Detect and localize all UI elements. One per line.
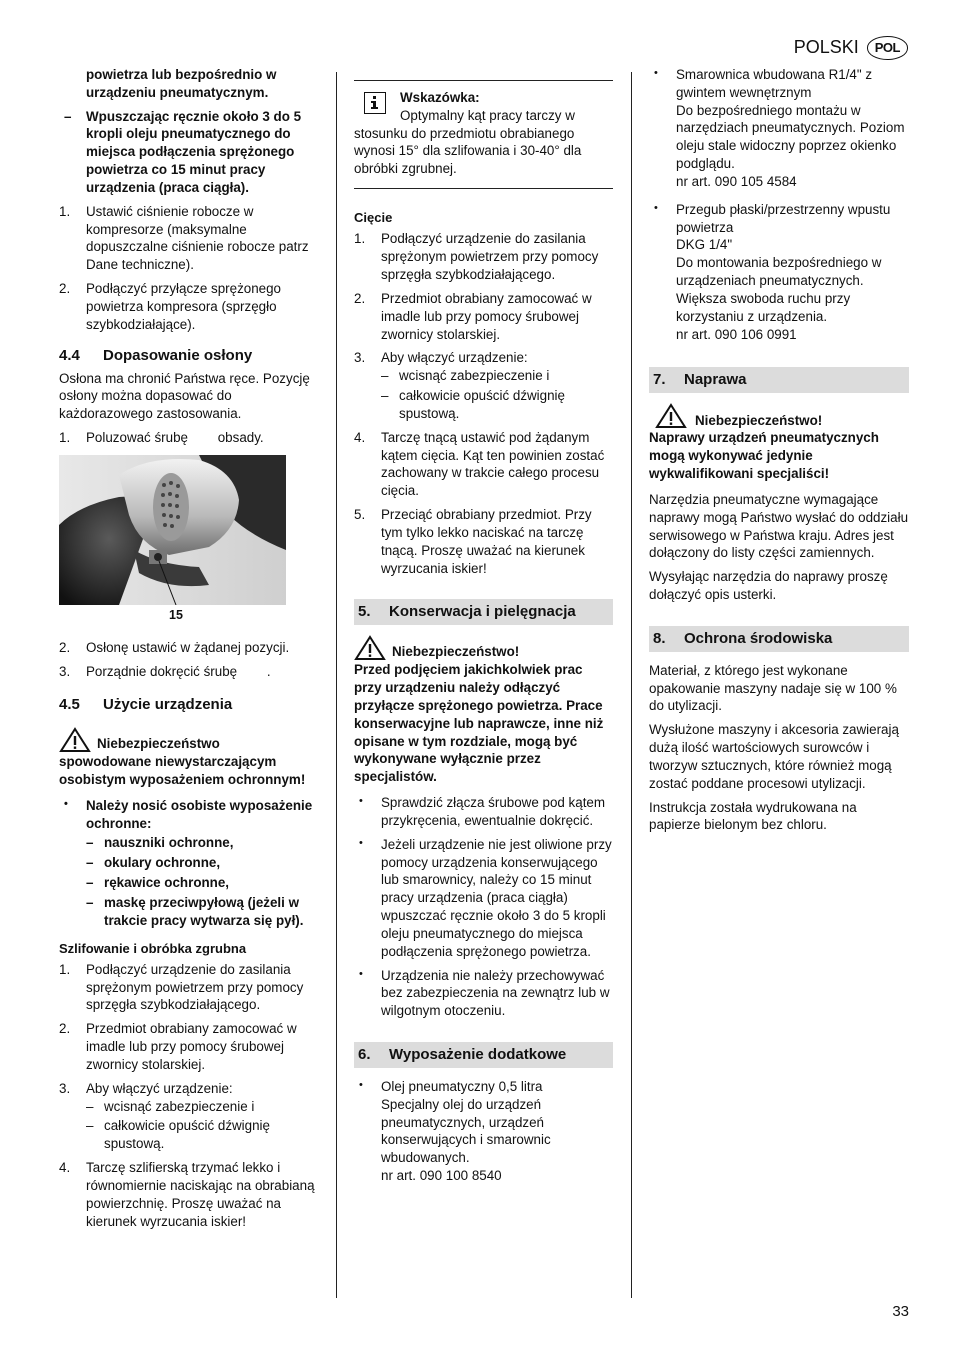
section-heading-4-4: 4.4 Dopasowanie osłony bbox=[59, 346, 253, 364]
warning-heading: Niebezpieczeństwo bbox=[59, 727, 317, 753]
list-item: – okulary ochronne, bbox=[86, 855, 221, 871]
list-item: • Smarownica wbudowana R1/4" z gwintem wewnętrznym Do bezpośredniego montażu w narzędziach pneumatycznych. Poziom oleju stale widoczny poprzez okienko podglądu. nr art. 090 105 4584 bbox=[654, 67, 905, 189]
warning-triangle-icon bbox=[354, 635, 386, 661]
info-icon bbox=[364, 92, 386, 114]
list-item: 2. Podłączyć przyłącze sprężonego powietrza kompresora (sprzęgło szybkodziałające). bbox=[59, 281, 282, 332]
column-3 bbox=[649, 66, 909, 840]
list-item: 3. Aby włączyć urządzenie: – wcisnąć zabezpieczenie i – całkowicie opuścić dźwignię spustową. bbox=[59, 1080, 317, 1153]
sub-list bbox=[381, 367, 613, 422]
steps-list bbox=[59, 203, 317, 334]
subsection-heading: Szlifowanie i obróbka zgrubna bbox=[59, 940, 247, 956]
list-item: • Jeżeli urządzenie nie jest oliwione przy pomocy urządzenia konserwującego lub smarownicy, należy co 15 minut pracy urządzenia (praca ciągła) wpuszczać ręcznie około 3 do 5 kropli oleju pneumatycznego do miejsca podłączenia sprężonego powietrza. bbox=[359, 836, 612, 959]
steps-list bbox=[59, 429, 317, 447]
list-item: 5. Przeciąć obrabiany przedmiot. Przy tym tylko lekko naciskać na tarczę tnącą. Proszę uważać na kierunek wyrzucania iskier! bbox=[354, 507, 592, 576]
dash-list bbox=[59, 108, 317, 197]
note-text: Optymalny kąt pracy tarczy w stosunku do przedmiotu obrabianego wynosi 15° dla szlifowania i 30-40° dla obróbki zgrubnej. bbox=[354, 107, 582, 177]
paragraph: Wysyłając narzędzia do naprawy proszę dołączyć opis usterki. bbox=[649, 569, 888, 602]
column-1 bbox=[59, 66, 317, 1236]
list-item: 2. Przedmiot obrabiany zamocować w imadle lub przy pomocy śrubowej zwornicy stolarskiej. bbox=[354, 290, 592, 342]
ppe-list bbox=[86, 834, 317, 929]
list-item: 1. Podłączyć urządzenie do zasilania sprężonym powietrzem przy pomocy sprzęgła szybkodziałającego. bbox=[354, 231, 599, 283]
list-item: 2. Przedmiot obrabiany zamocować w imadle lub przy pomocy śrubowej zwornicy stolarskiej. bbox=[59, 1021, 297, 1072]
accessory-list bbox=[354, 1078, 613, 1185]
list-item: – całkowicie opuścić dźwignię spustową. bbox=[381, 388, 565, 421]
list-item: – całkowicie opuścić dźwignię spustową. bbox=[86, 1118, 270, 1152]
list-item: 4. Tarczę szlifierską trzymać lekko i równomiernie naciskając na obrabianą powierzchnię. Proszę uważać na kierunek wyrzucania iskier! bbox=[59, 1160, 315, 1229]
bullet-list bbox=[354, 794, 613, 1020]
column-divider bbox=[631, 72, 632, 1298]
paragraph: Wysłużone maszyny i akcesoria zawierają dużą ilość wartościowych surowców i tworzyw sztucznych, które również mogą zostać poddane procesowi utylizacji. bbox=[649, 722, 899, 791]
list-item: 3. Porządnie dokręcić śrubę . bbox=[59, 664, 271, 680]
language-label: POLSKI bbox=[793, 37, 859, 57]
paragraph: Narzędzia pneumatyczne wymagające naprawy mogą Państwo wysłać do oddziału serwisowego w Państwa kraju. Adres jest dołączony do listy części zamiennych. bbox=[649, 491, 909, 561]
page-header bbox=[794, 36, 908, 60]
bullet-list bbox=[59, 797, 317, 930]
warning-heading: Niebezpieczeństwo! bbox=[354, 635, 613, 661]
accessory-list bbox=[649, 66, 909, 343]
note-box bbox=[354, 80, 613, 189]
figure-label: 15 bbox=[169, 607, 183, 622]
grinder-illustration bbox=[59, 455, 286, 605]
column-divider bbox=[336, 72, 337, 1298]
list-item: – wcisnąć zabezpieczenie i bbox=[86, 1098, 255, 1114]
section-heading-6: 6. Wyposażenie dodatkowe bbox=[354, 1042, 613, 1068]
list-item: • Olej pneumatyczny 0,5 litra Specjalny olej do urządzeń pneumatycznych, urządzeń konserwujących i smarownic wbudowanych. nr art. 090 100 8540 bbox=[359, 1078, 551, 1184]
list-item: – nauszniki ochronne, bbox=[86, 835, 234, 851]
language-badge: POL bbox=[867, 36, 908, 59]
section-heading-8: 8. Ochrona środowiska bbox=[649, 626, 909, 652]
list-item: • Należy nosić osobiste wyposażenie ochronne: – nauszniki ochronne, – okulary ochronne, – rękawice ochronne, – maskę przeciwpyłową (jeżeli w trakcie pracy wytwarza się pył). bbox=[59, 797, 317, 930]
list-item: 1. Poluzować śrubę obsady. bbox=[59, 430, 264, 446]
warning-triangle-icon bbox=[649, 403, 689, 429]
list-item: • Przegub płaski/przestrzenny wpustu powietrza DKG 1/4" Do montowania bezpośredniego w urządzeniach pneumatycznych. Większa swoboda ruchu przy korzystaniu z urządzenia. nr art. 090 106 0991 bbox=[654, 201, 891, 342]
column-2 bbox=[354, 66, 613, 1191]
list-item: – maskę przeciwpyłową (jeżeli w trakcie pracy wytwarza się pył). bbox=[86, 894, 304, 928]
list-item: • Urządzenia nie należy przechowywać bez zabezpieczenia na zewnątrz lub w wilgotnym otoczeniu. bbox=[359, 967, 610, 1019]
list-item: 4. Tarczę tnącą ustawić pod żądanym kątem cięcia. Kąt ten powinien zostać zachowany w trakcie całego procesu cięcia. bbox=[354, 429, 605, 499]
list-item: 2. Osłonę ustawić w żądanej pozycji. bbox=[59, 640, 290, 656]
sub-list bbox=[86, 1098, 317, 1153]
subsection-heading: Cięcie bbox=[354, 210, 393, 226]
warning-text: Przed podjęciem jakichkolwiek prac przy urządzeniu należy odłączyć przyłącze sprężonego powietrza. Prace konserwacyjne lub naprawcze, inne niż opisane w tym rozdziale, mogą być wykonywane wyłącznie przez specjalistów. bbox=[354, 662, 604, 785]
list-item: – wcisnąć zabezpieczenie i bbox=[381, 368, 550, 384]
section-heading-7: 7. Naprawa bbox=[649, 367, 909, 393]
paragraph: Instrukcja została wydrukowana na papierze bielonym bez chloru. bbox=[649, 799, 857, 833]
steps-list bbox=[59, 639, 317, 681]
paragraph: Osłona ma chronić Państwa ręce. Pozycję osłony można dopasować do każdorazowego zastosowania. bbox=[59, 370, 310, 422]
warning-heading: Niebezpieczeństwo! bbox=[649, 403, 909, 429]
paragraph: Materiał, z którego jest wykonane opakowanie maszyny nadaje się w 100 % do utylizacji. bbox=[649, 662, 897, 714]
warning-text: Naprawy urządzeń pneumatycznych mogą wykonywać jedynie wykwalifikowani specjaliści! bbox=[649, 430, 879, 482]
list-item: 1. Ustawić ciśnienie robocze w kompresorze (maksymalne dopuszczalne ciśnienie robocze patrz Dane techniczne). bbox=[59, 203, 309, 273]
section-heading-4-5: 4.5 Użycie urządzenia bbox=[59, 696, 233, 714]
warning-triangle-icon bbox=[59, 727, 91, 753]
note-title: Wskazówka: bbox=[400, 90, 480, 105]
list-item: 3. Aby włączyć urządzenie: – wcisnąć zabezpieczenie i – całkowicie opuścić dźwignię spustową. bbox=[354, 349, 613, 422]
warning-text: spowodowane niewystarczającym osobistym wyposażeniem ochronnym! bbox=[59, 754, 306, 787]
steps-list bbox=[354, 230, 613, 577]
list-item: – rękawice ochronne, bbox=[86, 875, 230, 891]
continued-text: powietrza lub bezpośrednio w urządzeniu pneumatycznym. bbox=[86, 67, 277, 100]
page-number: 33 bbox=[892, 1303, 909, 1320]
section-heading-5: 5. Konserwacja i pielęgnacja bbox=[354, 599, 613, 625]
list-item: 1. Podłączyć urządzenie do zasilania sprężonym powietrzem przy pomocy sprzęgła szybkodziałającego. bbox=[59, 961, 304, 1013]
list-item: – Wpuszczając ręcznie około 3 do 5 kropli oleju pneumatycznego do miejsca podłączenia sprężonego powietrza co 15 minut pracy urządzenia (praca ciągła). bbox=[64, 108, 302, 195]
list-item: • Sprawdzić złącza śrubowe pod kątem przykręcenia, ewentualnie dokręcić. bbox=[359, 795, 606, 828]
steps-list bbox=[59, 961, 317, 1231]
angle-grinder-photo bbox=[59, 455, 286, 605]
